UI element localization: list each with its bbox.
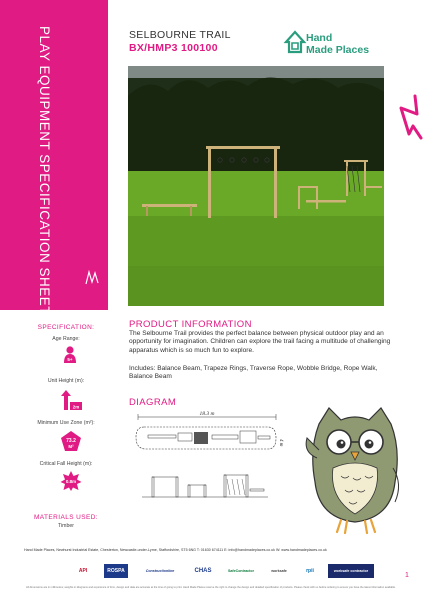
- logo-line-2: Made Places: [306, 44, 370, 56]
- height-value: 2m: [72, 404, 80, 410]
- product-information-heading: PRODUCT INFORMATION: [129, 319, 252, 330]
- age-value: 5+: [67, 357, 73, 362]
- fall-height-star-icon: [60, 470, 82, 492]
- product-description: The Selbourne Trail provides the perfect balance between physical outdoor play and an opportunity for imagination. Children can explore the trail facing a multitude of challenging apparatus which is so much fun to explore.: [129, 330, 391, 354]
- constructionline-logo: Constructionline: [145, 569, 175, 573]
- house-logo-icon: [286, 32, 304, 52]
- zone-value-line2: M²: [68, 444, 74, 449]
- vertical-title: [22, 18, 62, 316]
- layout-diagram: [128, 407, 328, 517]
- chas-logo: CHAS: [194, 568, 212, 574]
- squiggle-decoration: [84, 268, 102, 288]
- width-dimension-label: 4 m: [278, 439, 283, 447]
- product-photo: [128, 66, 384, 306]
- product-code: BX/HMP3 100100: [129, 42, 218, 54]
- accreditation-logos: [72, 564, 377, 580]
- safecontractor-logo: SafeContractor: [228, 569, 254, 573]
- worksafe-logo: worksafe: [271, 569, 287, 573]
- critical-fall-height-label: Critical Fall Height (m):: [39, 461, 93, 467]
- owl-mascot-icon: [305, 398, 405, 544]
- vertical-title-text: PLAY EQUIPMENT SPECIFICATION SHEET: [37, 26, 52, 316]
- specification-heading: SPECIFICATION:: [37, 324, 95, 331]
- age-range-label: Age Range:: [52, 336, 80, 342]
- child-age-icon: [63, 346, 77, 364]
- includes-list: Includes: Balance Beam, Trapeze Rings, Traverse Rope, Wobble Bridge, Rope Walk, Balance Beam: [129, 365, 378, 381]
- footer-disclaimer: All dimensions are in millimetres; weights in kilograms and experience of form, design and data are accurate at the time of going to print. Hand Made Places reserve the right to change the design and detailed specification of products. Please check with us before ordering to ensure you have the latest information available.: [26, 586, 396, 589]
- api-logo: API: [78, 568, 88, 574]
- rospa-logo: ROSPA: [104, 564, 128, 578]
- unit-height-label: Unit Height (m):: [47, 378, 85, 384]
- logo-line-1: Hand: [306, 32, 333, 44]
- use-zone-badge-icon: [60, 430, 82, 452]
- minimum-use-zone-label: Minimum Use Zone (m²):: [37, 420, 95, 426]
- page-number: 1: [405, 572, 409, 579]
- fall-height-value: 0.8m: [65, 479, 77, 484]
- rpii-logo: rpii: [306, 568, 314, 574]
- logo-wordmark: [306, 32, 369, 56]
- page-title: SELBOURNE TRAIL: [129, 29, 231, 41]
- height-arrow-icon: [60, 389, 82, 411]
- pink-squiggle-decoration: [395, 92, 423, 142]
- zone-value-line1: 73.2: [66, 438, 76, 444]
- length-dimension-label: 18.3 m: [199, 411, 215, 417]
- materials-value: Timber: [58, 523, 74, 529]
- worksafe-contractor-logo: worksafe contractor: [328, 564, 374, 578]
- footer-address: Hand Made Places, Newhurst Industrial Estate, Chesterton, Newcastle-under-Lyme, Staffordshire, ST5 6NG T: 01630 674111 E: info@handmadeplaces.co.uk W: www.handmadeplaces.co.uk: [24, 548, 327, 552]
- diagram-heading: DIAGRAM: [129, 397, 177, 408]
- materials-heading: MATERIALS USED:: [33, 514, 99, 521]
